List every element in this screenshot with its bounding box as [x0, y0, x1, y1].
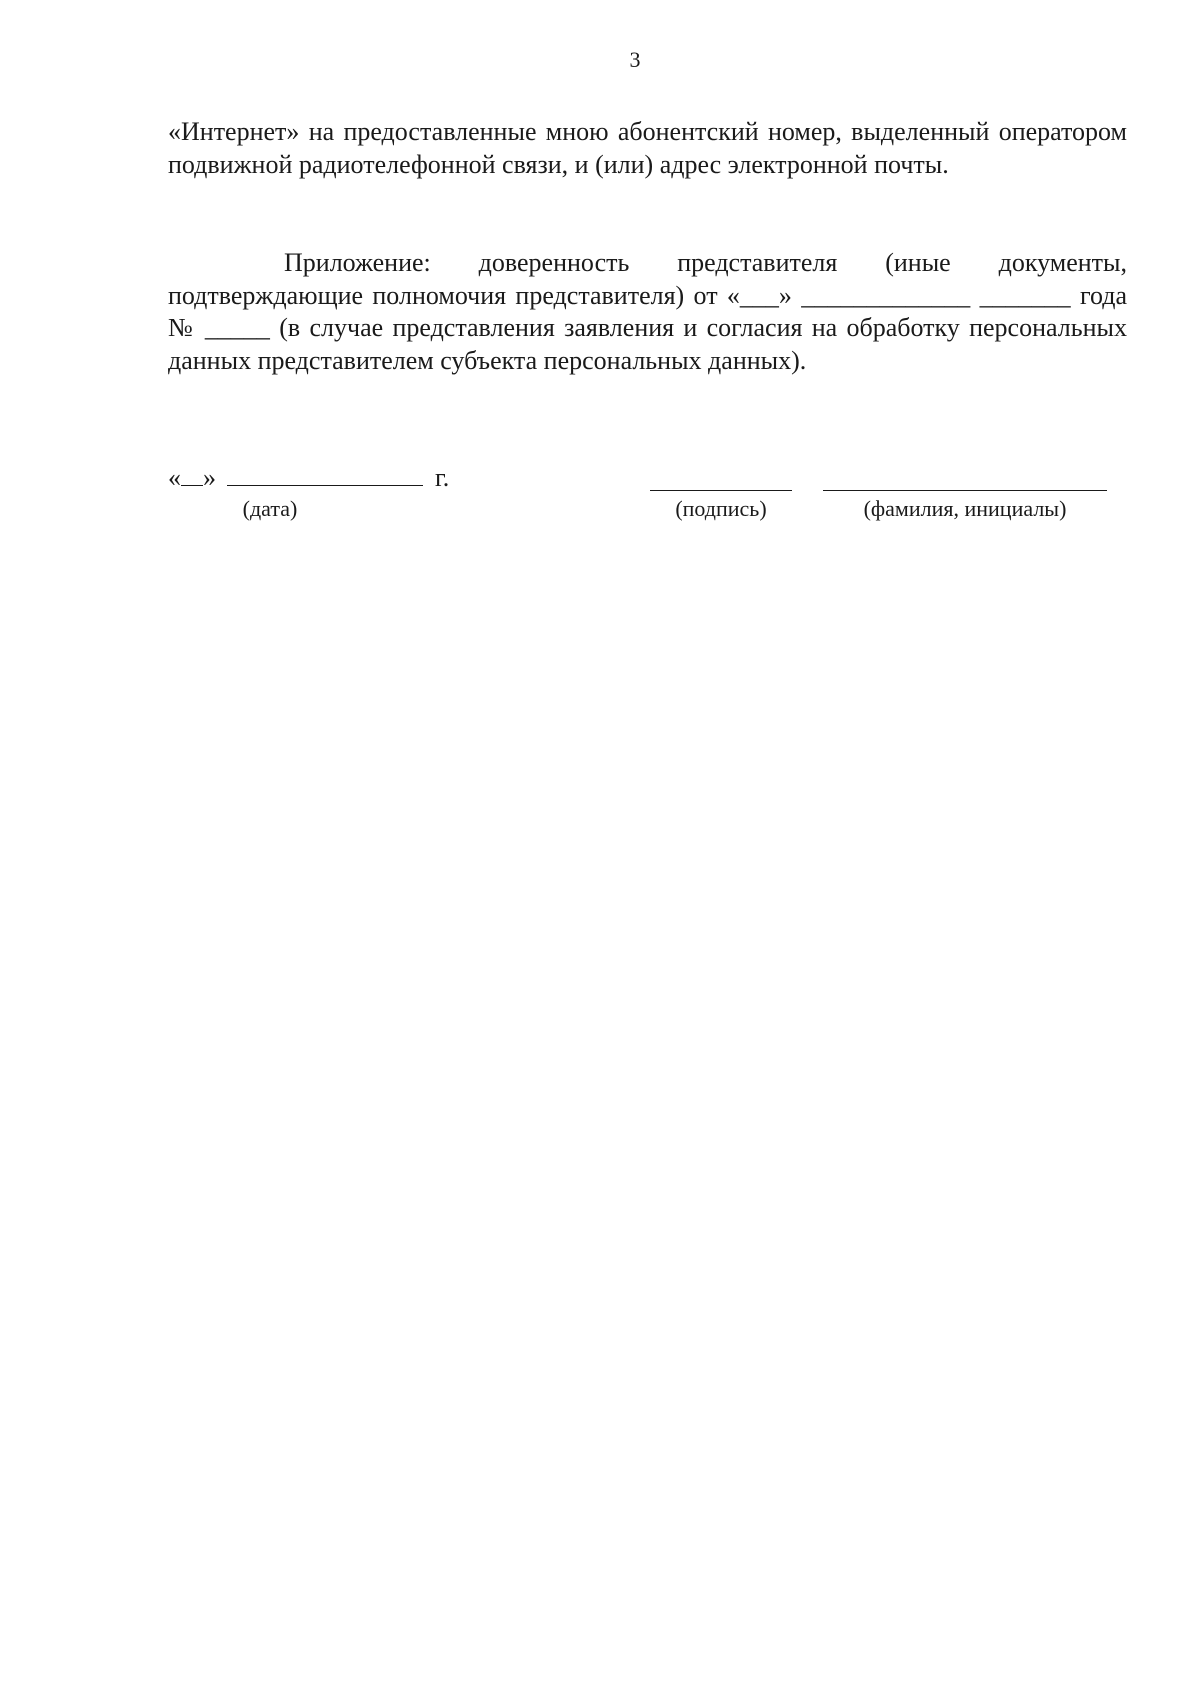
paragraph-attachment: Приложение: доверенность представителя (иные документы, подтверждающие полномочия представителя) от «___» _____________ _______ года № _____ (в случае представления заявления и согласия на обработку персональных данных представителем субъекта персональных данных).: [168, 248, 1127, 375]
date-close-quote: »: [203, 463, 216, 492]
page-number: 3: [629, 47, 641, 72]
signature-line: [650, 490, 792, 491]
paragraph-contact-consent: «Интернет» на предоставленные мною абонентский номер, выделенный оператором подвижной радиотелефонной связи, и (или) адрес электронной почты.: [168, 117, 1127, 179]
day-blank: [181, 465, 203, 486]
date-line: [168, 462, 478, 502]
name-caption: (фамилия, инициалы): [863, 496, 1067, 521]
month-blank: [227, 465, 423, 486]
signature-caption: (подпись): [675, 496, 767, 521]
year-suffix: г.: [435, 463, 450, 492]
date-caption: (дата): [242, 496, 298, 521]
date-open-quote: «: [168, 463, 181, 492]
name-line: [823, 490, 1107, 491]
